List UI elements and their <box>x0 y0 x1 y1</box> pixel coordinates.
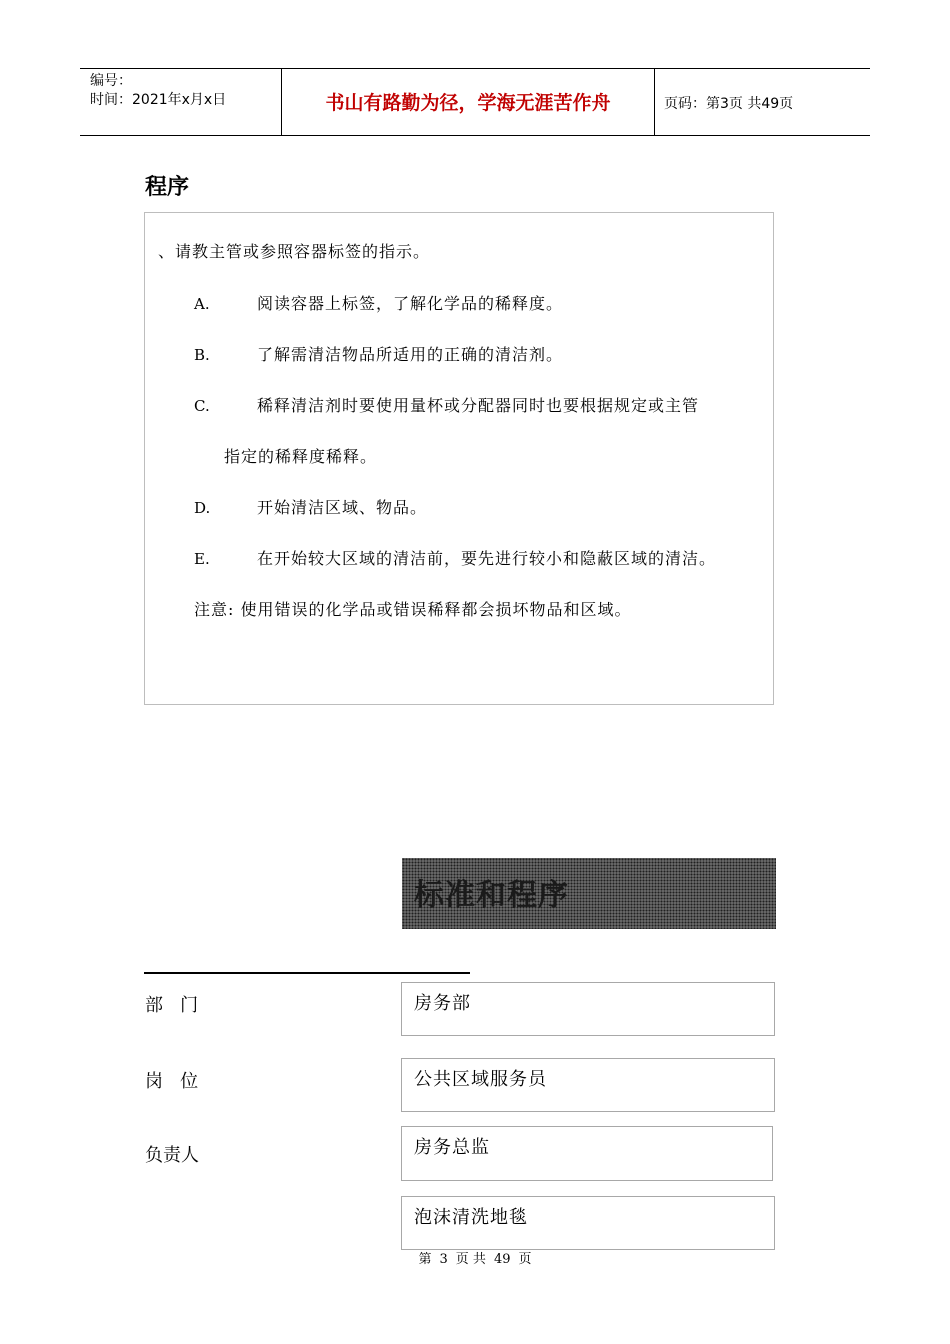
responsible-value: 房务总监 <box>414 1137 490 1158</box>
position-value: 公共区域服务员 <box>414 1069 547 1090</box>
subject-value: 泡沫清洗地毯 <box>414 1207 528 1228</box>
page-footer <box>0 1248 950 1267</box>
department-label: 部 门 <box>145 995 199 1016</box>
header-top-rule <box>80 68 870 69</box>
position-label: 岗 位 <box>145 1071 199 1092</box>
department-field <box>401 982 775 1036</box>
item-c-marker: C. <box>194 397 210 415</box>
header-page-label: 页码：第3页 共49页 <box>664 96 794 112</box>
procedure-note: 注意: 使用错误的化学品或错误稀释都会损坏物品和区域。 <box>194 600 632 619</box>
item-c-continuation: 指定的稀释度稀释。 <box>224 447 378 466</box>
footer-mid: 页 共 <box>455 1252 486 1267</box>
footer-prefix: 第 <box>418 1252 432 1267</box>
footer-page-number: 3 <box>439 1252 448 1267</box>
position-field <box>401 1058 775 1112</box>
item-c-text: 稀释清洁剂时要使用量杯或分配器同时也要根据规定或主管 <box>257 396 700 415</box>
item-b-text: 了解需清洁物品所适用的正确的清洁剂。 <box>257 345 564 364</box>
header-bottom-rule <box>80 135 870 136</box>
header-divider-right <box>654 68 655 136</box>
header-motto: 书山有路勤为径，学海无涯苦作舟 <box>325 92 611 114</box>
form-divider-rule <box>144 972 470 974</box>
item-a-text: 阅读容器上标签，了解化学品的稀释度。 <box>257 294 564 313</box>
header-number-label: 编号： <box>90 73 132 89</box>
item-d-marker: D. <box>194 499 211 517</box>
header-time-label: 时间：2021年x月x日 <box>90 92 227 108</box>
item-b-marker: B. <box>194 346 210 364</box>
footer-suffix: 页 <box>518 1252 532 1267</box>
item-a-marker: A. <box>194 295 210 313</box>
responsible-label: 负责人 <box>145 1145 199 1166</box>
footer-total-pages: 49 <box>493 1252 511 1267</box>
item-e-marker: E. <box>194 550 210 568</box>
department-value: 房务部 <box>414 993 471 1014</box>
item-e-text: 在开始较大区域的清洁前，要先进行较小和隐蔽区域的清洁。 <box>257 549 717 568</box>
section-title: 程序 <box>145 175 190 200</box>
subject-field <box>401 1196 775 1250</box>
procedure-intro: 、请教主管或参照容器标签的指示。 <box>158 242 431 261</box>
responsible-field <box>401 1126 773 1181</box>
banner-title: 标准和程序 <box>414 878 569 913</box>
item-d-text: 开始清洁区域、物品。 <box>257 498 428 517</box>
